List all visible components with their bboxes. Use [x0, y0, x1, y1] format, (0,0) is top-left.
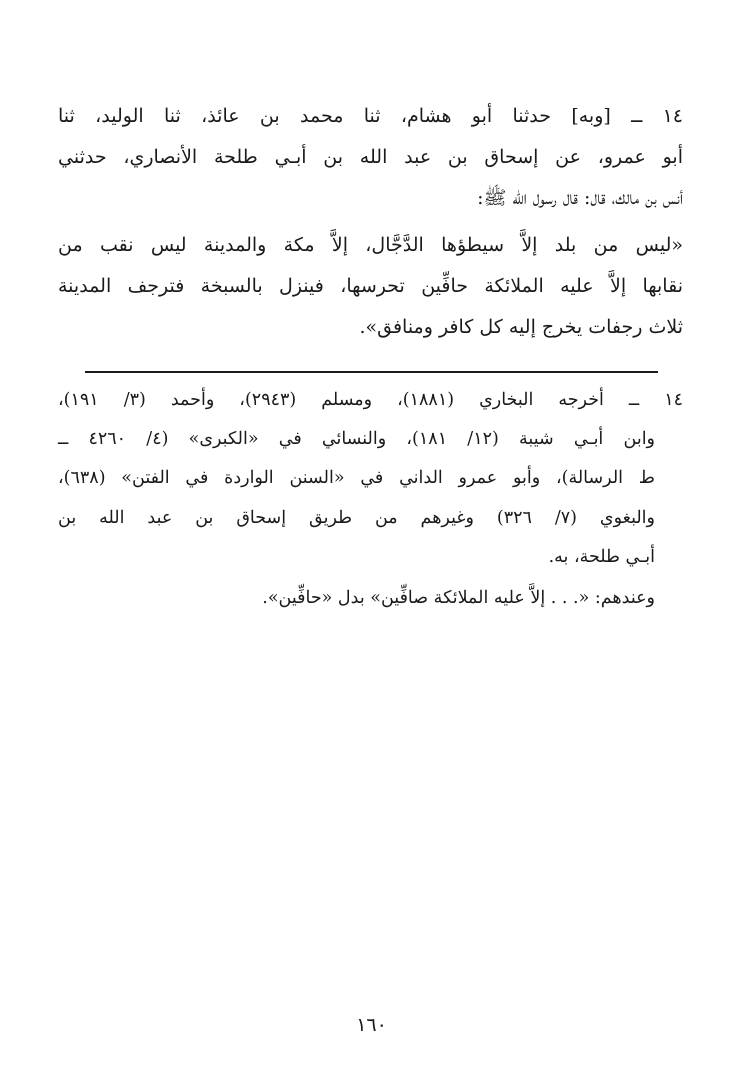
hadith-line: ١٤ ــ [وبه] حدثنا أبو هشام، ثنا محمد بن عائذ، ثنا الوليد، ثنا [58, 105, 683, 127]
hadith-line: أنس بن مالك، قال: قال رسول الله ﷺ: [477, 187, 683, 209]
footnote-line: وابن أبـي شيبة (١٢/ ١٨١)، والنسائي في «الكبرى» (٤/ ٤٢٦٠ ــ [58, 429, 656, 449]
footnote-line: أبـي طلحة، به. [548, 547, 655, 567]
footnote-line: ط الرسالة)، وأبو عمرو الداني في «السنن الواردة في الفتن» (٦٣٨)، [58, 468, 655, 488]
footnote-line: ١٤ ــ أخرجه البخاري (١٨٨١)، ومسلم (٢٩٤٣)، وأحمد (٣/ ١٩١)، [58, 390, 683, 410]
page-number: ١٦٠ [356, 1014, 387, 1036]
hadith-line: ثلاث رجفات يخرج إليه كل كافر ومنافق». [359, 316, 683, 338]
footnote-divider [85, 371, 658, 373]
hadith-line: أبو عمرو، عن إسحاق بن عبد الله بن أبـي طلحة الأنصاري، حدثني [58, 146, 683, 168]
footnote-line: وعندهم: «. . . إلاَّ عليه الملائكة صافِّين» بدل «حافِّين». [262, 588, 655, 608]
footnote-line: والبغوي (٧/ ٣٢٦) وغيرهم من طريق إسحاق بن عبد الله بن [58, 508, 655, 528]
hadith-line: نقابها إلاَّ عليه الملائكة حافِّين تحرسها، فينزل بالسبخة فترجف المدينة [58, 275, 683, 297]
hadith-line: «ليس من بلد إلاَّ سيطؤها الدَّجَّال، إلاَّ مكة والمدينة ليس نقب من [58, 234, 683, 256]
